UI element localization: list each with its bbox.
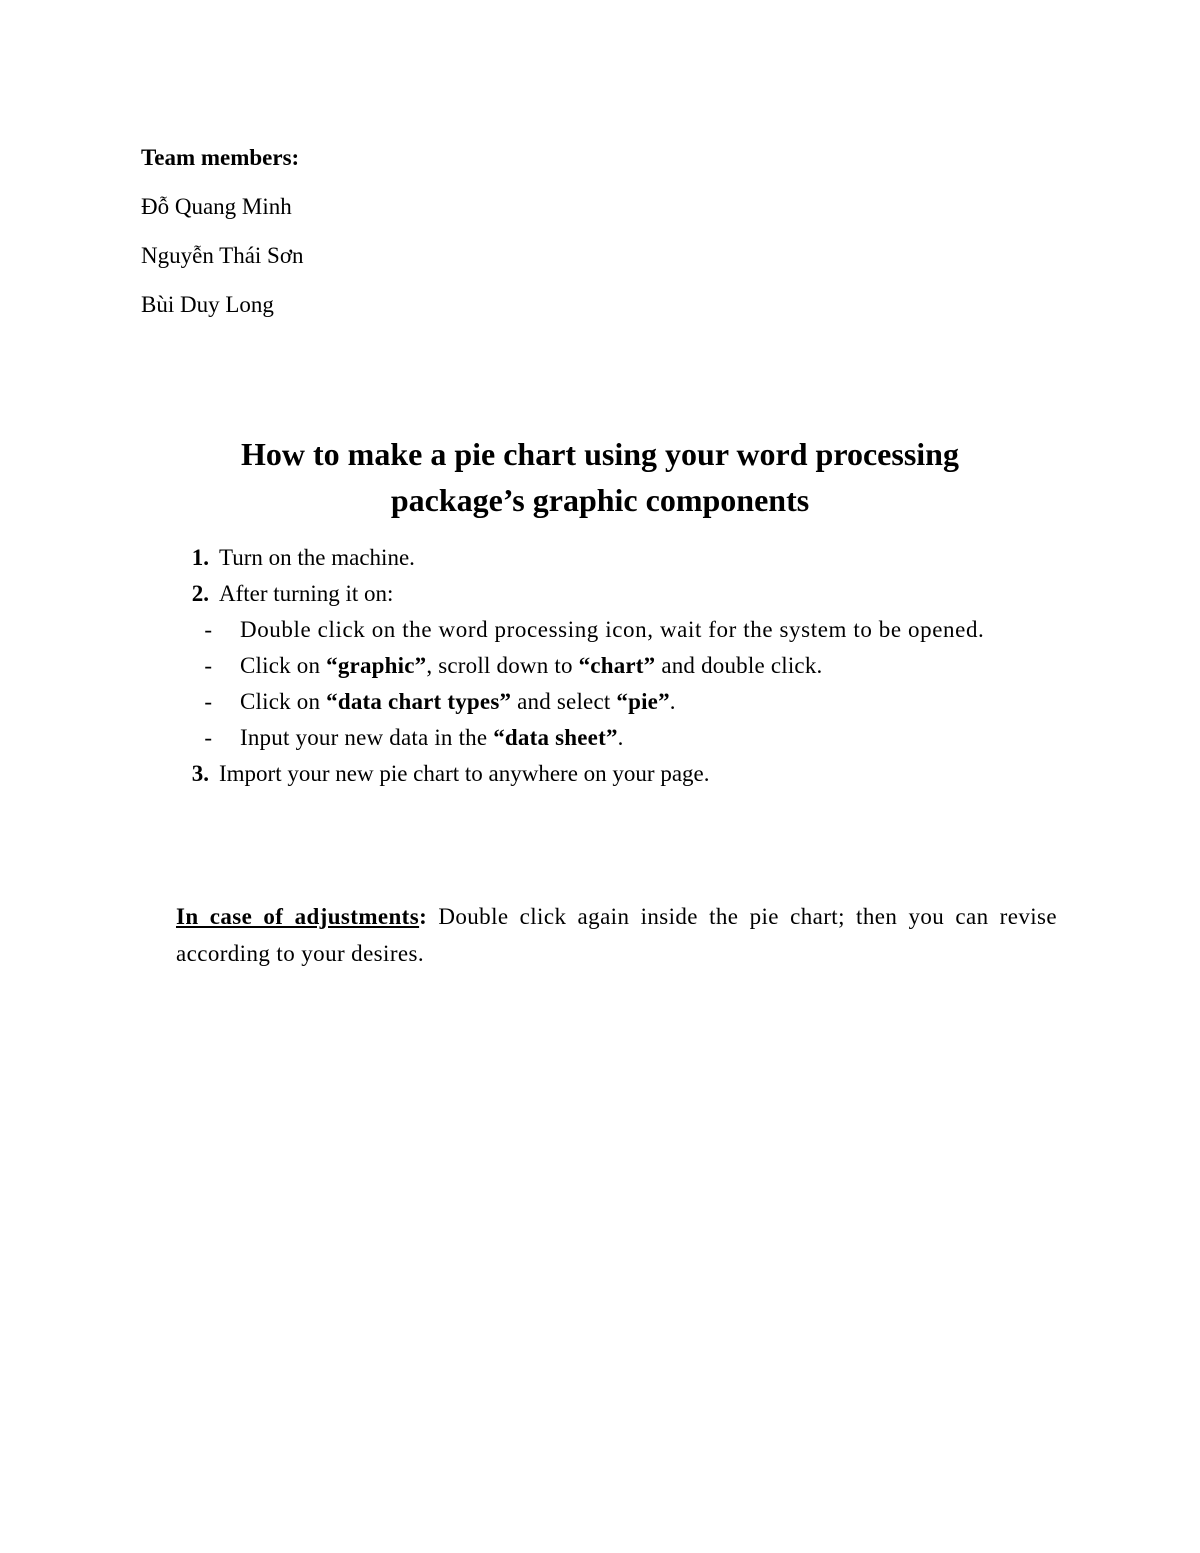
note-label: In case of adjustments (176, 904, 420, 929)
dash-bullet: - (204, 725, 212, 750)
list-item (141, 576, 1061, 612)
title-line: How to make a pie chart using your word processing (241, 436, 959, 472)
list-item (141, 540, 1061, 576)
team-members-label: Team members: (141, 145, 300, 170)
note-text: Double click again inside the pie chart; then you can revise according to your desires. (176, 904, 1057, 966)
emphasis: “chart” (578, 653, 656, 678)
step-text: After turning it on: (219, 581, 394, 606)
sub-item-text: Click on “graphic”, scroll down to “chart” and double click. (240, 653, 823, 678)
emphasis: “data chart types” (326, 689, 512, 714)
sub-list-item (141, 648, 1061, 684)
emphasis: “pie” (616, 689, 670, 714)
team-members-section (141, 140, 741, 336)
emphasis: “data sheet” (493, 725, 618, 750)
step-number: 2. (191, 581, 209, 606)
sub-list-item (141, 612, 1061, 648)
sub-list-item (141, 684, 1061, 720)
team-member: Bùi Duy Long (141, 292, 274, 317)
team-member: Đỗ Quang Minh (141, 194, 292, 219)
step-text: Import your new pie chart to anywhere on your page. (219, 761, 710, 786)
dash-bullet: - (204, 617, 212, 642)
steps-list (141, 540, 1061, 792)
sub-item-text: Click on “data chart types” and select “pie”. (240, 689, 676, 714)
sub-list-item (141, 720, 1061, 756)
title-line: package’s graphic components (390, 482, 810, 518)
team-member: Nguyễn Thái Sơn (141, 243, 304, 268)
dash-bullet: - (204, 689, 212, 714)
step-text: Turn on the machine. (219, 545, 415, 570)
emphasis: “graphic” (326, 653, 427, 678)
dash-bullet: - (204, 653, 212, 678)
document-title (150, 431, 1050, 523)
step-number: 3. (191, 761, 209, 786)
sub-item-text: Double click on the word processing icon, wait for the system to be opened. (240, 617, 985, 642)
note-colon: : (419, 904, 428, 929)
sub-item-text: Input your new data in the “data sheet”. (240, 725, 624, 750)
list-item (141, 756, 1061, 792)
step-number: 1. (191, 545, 209, 570)
adjustments-note (176, 898, 1057, 972)
